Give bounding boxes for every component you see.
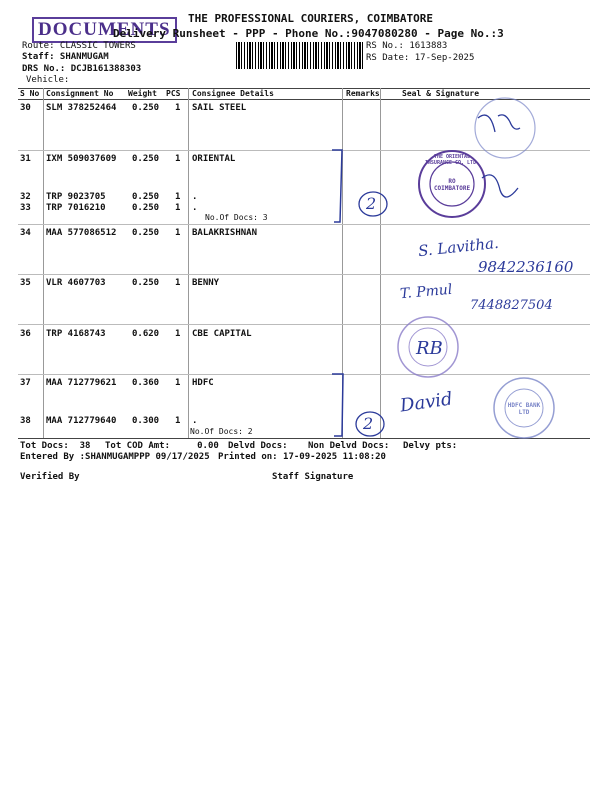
entered-by: Entered By :SHANMUGAMPPP 09/17/2025: [20, 452, 210, 462]
rs-date: RS Date: 17-Sep-2025: [366, 53, 475, 63]
hw-phone-2: 7448827504: [470, 298, 553, 313]
hw-name: S. Lavitha.: [417, 233, 500, 261]
hw-count-2: 2: [363, 414, 374, 433]
printed-on: Printed on: 17-09-2025 11:08:20: [218, 452, 386, 462]
no-of-docs-2: No.Of Docs: 2: [190, 427, 253, 436]
tot-docs: Tot Docs: 38: [20, 441, 91, 451]
hw-david: David: [398, 388, 454, 417]
hw-phone-1: 9842236160: [478, 258, 574, 276]
bracket-1: [332, 150, 342, 222]
col-remarks: Remarks: [346, 89, 380, 98]
hw-initials: RB: [416, 338, 443, 359]
vehicle: Vehicle:: [26, 75, 70, 85]
rs-no: RS No.: 1613883: [366, 41, 448, 51]
col-weight: Weight: [128, 89, 157, 98]
col-consignee: Consignee Details: [192, 89, 274, 98]
seal-row30: [475, 98, 535, 158]
tot-cod: Tot COD Amt: 0.00: [105, 441, 219, 451]
col-seal: Seal & Signature: [402, 89, 480, 98]
staff-signature: Staff Signature: [272, 472, 354, 482]
documents-stamp: DOCUMENTS: [32, 17, 177, 43]
non-delvd-docs: Non Delvd Docs:: [308, 441, 390, 451]
company-name: THE PROFESSIONAL COURIERS, COIMBATORE: [188, 12, 434, 25]
col-sno: S No: [20, 89, 40, 98]
verified-by: Verified By: [20, 472, 80, 482]
delvd-docs: Delvd Docs:: [228, 441, 288, 451]
runsheet-title: Delivery Runsheet - PPP - Phone No.:9047080280 - Page No.:3: [113, 27, 504, 40]
barcode: [236, 42, 364, 69]
drs-no: DRS No.: DCJB161388303: [22, 64, 142, 74]
route: Route: CLASSIC TOWERS: [22, 41, 136, 51]
delvy-pts: Delvy pts:: [403, 441, 458, 451]
no-of-docs-1: No.Of Docs: 3: [205, 213, 268, 222]
hdfc-stamp-ring: HDFC BANK LTD: [507, 402, 541, 416]
oriental-stamp-ring: THE ORIENTAL INSURANCE CO. LTD.: [424, 154, 480, 166]
col-consignment: Consignment No: [46, 89, 114, 98]
staff: Staff: SHANMUGAM: [22, 52, 109, 62]
hw-name-2: T. Pmul: [399, 281, 453, 303]
oriental-stamp-center: RO COIMBATORE: [433, 178, 471, 192]
col-pcs: PCS: [166, 89, 181, 98]
hw-count-1: 2: [366, 194, 377, 213]
